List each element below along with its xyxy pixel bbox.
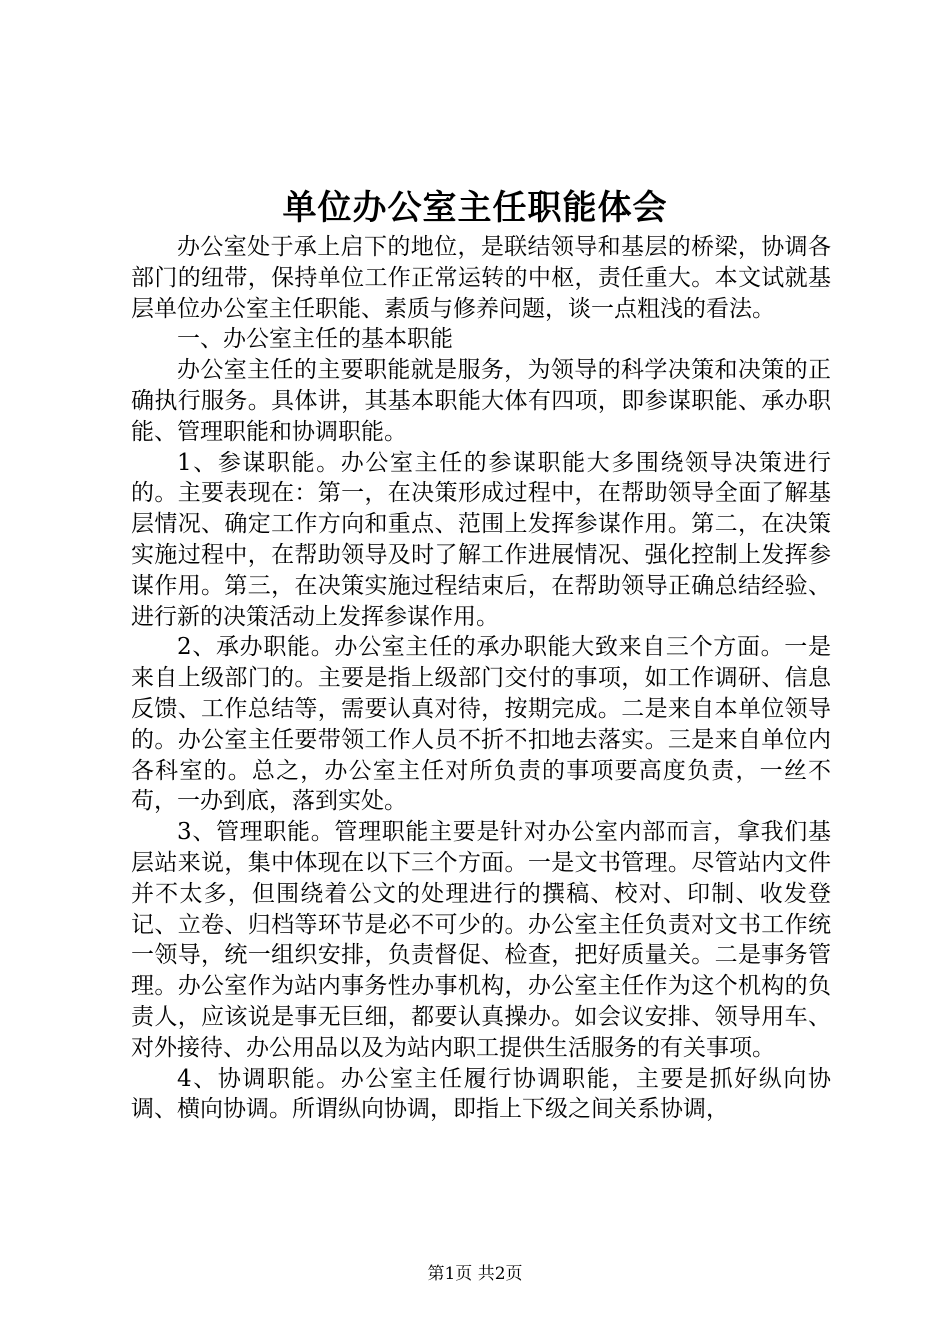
document-title: 单位办公室主任职能体会: [282, 188, 668, 228]
paragraph-advisory-function: 1、参谋职能。办公室主任的参谋职能大多围绕领导决策进行的。主要表现在：第一，在决策形成过程中，在帮助领导全面了解基层情况、确定工作方向和重点、范围上发挥参谋作用。第二，在决策实施过程中，在帮助领导及时了解工作进展情况、强化控制上发挥参谋作用。第三，在决策实施过程结束后，在帮助领导正确总结经验、进行新的决策活动上发挥参谋作用。: [131, 449, 831, 630]
section-heading-basic-functions: 一、办公室主任的基本职能: [177, 326, 453, 353]
document-body: [131, 232, 831, 1125]
paragraph-coordination-function: 4、协调职能。办公室主任履行协调职能，主要是抓好纵向协调、横向协调。所谓纵向协调，即指上下级之间关系协调，: [131, 1065, 831, 1123]
paragraph-undertaking-function: 2、承办职能。办公室主任的承办职能大致来自三个方面。一是来自上级部门的。主要是指上级部门交付的事项，如工作调研、信息反馈、工作总结等，需要认真对待，按期完成。二是来自本单位领导的。办公室主任要带领工作人员不折不扣地去落实。三是来自单位内各科室的。总之，办公室主任对所负责的事项要高度负责，一丝不苟，一办到底，落到实处。: [131, 634, 831, 815]
paragraph-management-function: 3、管理职能。管理职能主要是针对办公室内部而言，拿我们基层站来说，集中体现在以下三个方面。一是文书管理。尽管站内文件并不太多，但围绕着公文的处理进行的撰稿、校对、印制、收发登记、立卷、归档等环节是必不可少的。办公室主任负责对文书工作统一领导，统一组织安排，负责督促、检查，把好质量关。二是事务管理。办公室作为站内事务性办事机构，办公室主任作为这个机构的负责人，应该说是事无巨细，都要认真操办。如会议安排、领导用车、对外接待、办公用品以及为站内职工提供生活服务的有关事项。: [131, 819, 831, 1061]
page-footer: 第1页 共2页: [427, 1264, 523, 1284]
paragraph-intro: 办公室处于承上启下的地位，是联结领导和基层的桥梁，协调各部门的纽带，保持单位工作正常运转的中枢，责任重大。本文试就基层单位办公室主任职能、素质与修养问题，谈一点粗浅的看法。: [131, 234, 831, 322]
paragraph-functions-overview: 办公室主任的主要职能就是服务，为领导的科学决策和决策的正确执行服务。具体讲，其基本职能大体有四项，即参谋职能、承办职能、管理职能和协调职能。: [131, 357, 831, 445]
